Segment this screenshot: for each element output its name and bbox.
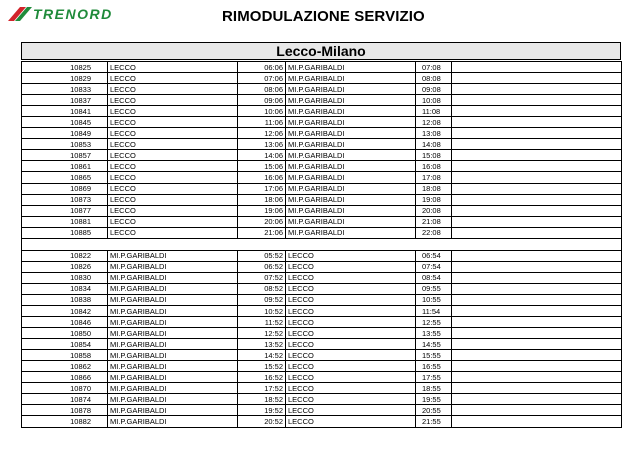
arrival-time-cell: 14:08 (416, 139, 452, 150)
departure-station-cell: LECCO (108, 161, 238, 172)
train-number-cell: 10825 (22, 62, 108, 73)
arrival-station-cell: MI.P.GARIBALDI (286, 117, 416, 128)
arrival-station-cell: MI.P.GARIBALDI (286, 95, 416, 106)
departure-time-cell: 11:06 (238, 117, 286, 128)
train-number-cell: 10846 (22, 317, 108, 328)
arrival-station-cell: LECCO (286, 272, 416, 283)
arrival-time-cell: 06:54 (416, 250, 452, 261)
arrival-time-cell: 19:55 (416, 394, 452, 405)
arrival-station-cell: LECCO (286, 339, 416, 350)
departure-time-cell: 12:06 (238, 128, 286, 139)
arrival-time-cell: 18:55 (416, 383, 452, 394)
arrival-time-cell: 16:08 (416, 161, 452, 172)
arrival-time-cell: 10:55 (416, 294, 452, 305)
arrival-station-cell: LECCO (286, 361, 416, 372)
document-title: RIMODULAZIONE SERVIZIO (222, 8, 425, 25)
empty-cell (452, 383, 622, 394)
departure-time-cell: 07:06 (238, 73, 286, 84)
arrival-time-cell: 20:55 (416, 405, 452, 416)
train-number-cell: 10842 (22, 305, 108, 316)
arrival-station-cell: MI.P.GARIBALDI (286, 205, 416, 216)
table-row (22, 150, 622, 161)
departure-time-cell: 09:06 (238, 95, 286, 106)
arrival-station-cell: LECCO (286, 250, 416, 261)
departure-station-cell: MI.P.GARIBALDI (108, 339, 238, 350)
empty-cell (452, 305, 622, 316)
arrival-station-cell: MI.P.GARIBALDI (286, 172, 416, 183)
table-row (22, 394, 622, 405)
arrival-station-cell: LECCO (286, 350, 416, 361)
arrival-station-cell: MI.P.GARIBALDI (286, 161, 416, 172)
train-number-cell: 10849 (22, 128, 108, 139)
table-row (22, 205, 622, 216)
train-number-cell: 10826 (22, 261, 108, 272)
departure-station-cell: LECCO (108, 139, 238, 150)
train-number-cell: 10877 (22, 205, 108, 216)
empty-cell (452, 372, 622, 383)
empty-cell (452, 350, 622, 361)
departure-time-cell: 17:52 (238, 383, 286, 394)
departure-station-cell: LECCO (108, 84, 238, 95)
departure-station-cell: MI.P.GARIBALDI (108, 250, 238, 261)
table-row (22, 272, 622, 283)
train-number-cell: 10838 (22, 294, 108, 305)
empty-cell (452, 294, 622, 305)
arrival-time-cell: 07:08 (416, 62, 452, 73)
arrival-time-cell: 08:54 (416, 272, 452, 283)
arrival-time-cell: 18:08 (416, 183, 452, 194)
table-row (22, 84, 622, 95)
empty-cell (452, 317, 622, 328)
timetable-milano-lecco (22, 250, 622, 427)
empty-cell (452, 95, 622, 106)
trenord-logo (6, 3, 124, 25)
train-number-cell: 10834 (22, 283, 108, 294)
departure-station-cell: MI.P.GARIBALDI (108, 261, 238, 272)
train-number-cell: 10830 (22, 272, 108, 283)
arrival-station-cell: LECCO (286, 383, 416, 394)
table-row (22, 95, 622, 106)
arrival-station-cell: MI.P.GARIBALDI (286, 128, 416, 139)
spacer-row (22, 238, 622, 250)
empty-cell (452, 361, 622, 372)
table-row (22, 106, 622, 117)
arrival-station-cell: LECCO (286, 305, 416, 316)
arrival-time-cell: 20:08 (416, 205, 452, 216)
empty-cell (452, 161, 622, 172)
arrival-station-cell: LECCO (286, 261, 416, 272)
arrival-station-cell: MI.P.GARIBALDI (286, 62, 416, 73)
empty-cell (452, 150, 622, 161)
empty-cell (452, 183, 622, 194)
departure-station-cell: MI.P.GARIBALDI (108, 350, 238, 361)
train-number-cell: 10857 (22, 150, 108, 161)
departure-time-cell: 06:52 (238, 261, 286, 272)
empty-cell (452, 73, 622, 84)
table-row (22, 139, 622, 150)
departure-station-cell: MI.P.GARIBALDI (108, 305, 238, 316)
table-row (22, 73, 622, 84)
arrival-station-cell: MI.P.GARIBALDI (286, 183, 416, 194)
departure-station-cell: LECCO (108, 117, 238, 128)
arrival-time-cell: 13:55 (416, 328, 452, 339)
arrival-time-cell: 14:55 (416, 339, 452, 350)
table-row (22, 194, 622, 205)
departure-time-cell: 20:06 (238, 216, 286, 227)
departure-time-cell: 08:06 (238, 84, 286, 95)
arrival-time-cell: 17:55 (416, 372, 452, 383)
empty-cell (452, 117, 622, 128)
empty-cell (452, 261, 622, 272)
departure-station-cell: LECCO (108, 183, 238, 194)
train-number-cell: 10873 (22, 194, 108, 205)
train-number-cell: 10854 (22, 339, 108, 350)
route-title: Lecco-Milano (276, 43, 366, 59)
arrival-station-cell: LECCO (286, 317, 416, 328)
train-number-cell: 10870 (22, 383, 108, 394)
arrival-station-cell: MI.P.GARIBALDI (286, 216, 416, 227)
departure-time-cell: 18:52 (238, 394, 286, 405)
departure-station-cell: MI.P.GARIBALDI (108, 394, 238, 405)
table-row (22, 161, 622, 172)
arrival-station-cell: LECCO (286, 394, 416, 405)
empty-cell (452, 272, 622, 283)
empty-cell (452, 139, 622, 150)
departure-station-cell: LECCO (108, 128, 238, 139)
arrival-station-cell: LECCO (286, 294, 416, 305)
departure-time-cell: 14:52 (238, 350, 286, 361)
empty-cell (452, 394, 622, 405)
departure-station-cell: MI.P.GARIBALDI (108, 272, 238, 283)
table-row (22, 416, 622, 427)
arrival-station-cell: LECCO (286, 405, 416, 416)
arrival-station-cell: MI.P.GARIBALDI (286, 106, 416, 117)
departure-time-cell: 16:52 (238, 372, 286, 383)
departure-time-cell: 18:06 (238, 194, 286, 205)
table-row (22, 305, 622, 316)
timetable (21, 61, 622, 428)
train-number-cell: 10837 (22, 95, 108, 106)
departure-time-cell: 15:06 (238, 161, 286, 172)
departure-station-cell: MI.P.GARIBALDI (108, 372, 238, 383)
table-row (22, 339, 622, 350)
empty-cell (452, 62, 622, 73)
departure-station-cell: LECCO (108, 227, 238, 238)
departure-time-cell: 05:52 (238, 250, 286, 261)
arrival-station-cell: MI.P.GARIBALDI (286, 194, 416, 205)
empty-cell (452, 416, 622, 427)
arrival-time-cell: 10:08 (416, 95, 452, 106)
arrival-time-cell: 21:08 (416, 216, 452, 227)
table-row (22, 172, 622, 183)
train-number-cell: 10845 (22, 117, 108, 128)
train-number-cell: 10878 (22, 405, 108, 416)
train-number-cell: 10882 (22, 416, 108, 427)
departure-station-cell: MI.P.GARIBALDI (108, 283, 238, 294)
departure-station-cell: MI.P.GARIBALDI (108, 383, 238, 394)
table-row (22, 361, 622, 372)
departure-time-cell: 10:06 (238, 106, 286, 117)
departure-time-cell: 15:52 (238, 361, 286, 372)
arrival-time-cell: 16:55 (416, 361, 452, 372)
departure-station-cell: MI.P.GARIBALDI (108, 405, 238, 416)
arrival-time-cell: 08:08 (416, 73, 452, 84)
table-row (22, 283, 622, 294)
table-row (22, 183, 622, 194)
departure-time-cell: 17:06 (238, 183, 286, 194)
departure-time-cell: 13:06 (238, 139, 286, 150)
train-number-cell: 10858 (22, 350, 108, 361)
arrival-station-cell: MI.P.GARIBALDI (286, 84, 416, 95)
table-row (22, 294, 622, 305)
departure-station-cell: MI.P.GARIBALDI (108, 328, 238, 339)
empty-cell (452, 283, 622, 294)
train-number-cell: 10885 (22, 227, 108, 238)
empty-cell (452, 339, 622, 350)
departure-time-cell: 21:06 (238, 227, 286, 238)
departure-station-cell: LECCO (108, 106, 238, 117)
arrival-station-cell: MI.P.GARIBALDI (286, 150, 416, 161)
train-number-cell: 10866 (22, 372, 108, 383)
empty-cell (452, 194, 622, 205)
arrival-time-cell: 17:08 (416, 172, 452, 183)
departure-station-cell: LECCO (108, 194, 238, 205)
empty-cell (452, 205, 622, 216)
arrival-time-cell: 09:08 (416, 84, 452, 95)
arrival-station-cell: MI.P.GARIBALDI (286, 227, 416, 238)
train-number-cell: 10822 (22, 250, 108, 261)
table-row (22, 117, 622, 128)
route-header (21, 42, 621, 60)
train-number-cell: 10833 (22, 84, 108, 95)
arrival-time-cell: 09:55 (416, 283, 452, 294)
empty-cell (452, 216, 622, 227)
empty-cell (452, 405, 622, 416)
arrival-station-cell: MI.P.GARIBALDI (286, 139, 416, 150)
page-header (0, 0, 640, 40)
departure-time-cell: 14:06 (238, 150, 286, 161)
departure-station-cell: MI.P.GARIBALDI (108, 361, 238, 372)
departure-station-cell: LECCO (108, 95, 238, 106)
empty-cell (452, 227, 622, 238)
table-row (22, 350, 622, 361)
table-row (22, 405, 622, 416)
table-row (22, 216, 622, 227)
arrival-time-cell: 15:55 (416, 350, 452, 361)
departure-station-cell: MI.P.GARIBALDI (108, 416, 238, 427)
empty-cell (452, 250, 622, 261)
table-row (22, 372, 622, 383)
empty-cell (452, 128, 622, 139)
arrival-time-cell: 15:08 (416, 150, 452, 161)
table-row (22, 128, 622, 139)
train-number-cell: 10862 (22, 361, 108, 372)
table-row (22, 383, 622, 394)
arrival-time-cell: 11:54 (416, 305, 452, 316)
departure-station-cell: MI.P.GARIBALDI (108, 294, 238, 305)
table-row (22, 62, 622, 73)
arrival-time-cell: 13:08 (416, 128, 452, 139)
departure-time-cell: 08:52 (238, 283, 286, 294)
arrival-station-cell: MI.P.GARIBALDI (286, 73, 416, 84)
train-number-cell: 10850 (22, 328, 108, 339)
arrival-station-cell: LECCO (286, 328, 416, 339)
empty-cell (452, 84, 622, 95)
table-row (22, 328, 622, 339)
timetable-lecco-milano (22, 62, 622, 239)
arrival-time-cell: 19:08 (416, 194, 452, 205)
arrival-time-cell: 11:08 (416, 106, 452, 117)
departure-station-cell: LECCO (108, 150, 238, 161)
timetable-spacer (22, 238, 622, 250)
arrival-station-cell: LECCO (286, 372, 416, 383)
departure-station-cell: MI.P.GARIBALDI (108, 317, 238, 328)
arrival-time-cell: 12:08 (416, 117, 452, 128)
departure-time-cell: 10:52 (238, 305, 286, 316)
train-number-cell: 10881 (22, 216, 108, 227)
train-number-cell: 10861 (22, 161, 108, 172)
arrival-time-cell: 21:55 (416, 416, 452, 427)
table-row (22, 317, 622, 328)
empty-cell (452, 328, 622, 339)
departure-time-cell: 19:06 (238, 205, 286, 216)
departure-time-cell: 11:52 (238, 317, 286, 328)
arrival-time-cell: 12:55 (416, 317, 452, 328)
train-number-cell: 10853 (22, 139, 108, 150)
train-number-cell: 10829 (22, 73, 108, 84)
train-number-cell: 10869 (22, 183, 108, 194)
empty-cell (452, 172, 622, 183)
arrival-station-cell: LECCO (286, 416, 416, 427)
departure-time-cell: 07:52 (238, 272, 286, 283)
departure-station-cell: LECCO (108, 216, 238, 227)
departure-time-cell: 12:52 (238, 328, 286, 339)
departure-station-cell: LECCO (108, 172, 238, 183)
departure-time-cell: 09:52 (238, 294, 286, 305)
departure-time-cell: 19:52 (238, 405, 286, 416)
table-row (22, 250, 622, 261)
departure-time-cell: 13:52 (238, 339, 286, 350)
departure-time-cell: 16:06 (238, 172, 286, 183)
departure-time-cell: 06:06 (238, 62, 286, 73)
departure-station-cell: LECCO (108, 62, 238, 73)
table-row (22, 227, 622, 238)
train-number-cell: 10865 (22, 172, 108, 183)
departure-time-cell: 20:52 (238, 416, 286, 427)
departure-station-cell: LECCO (108, 73, 238, 84)
arrival-time-cell: 22:08 (416, 227, 452, 238)
departure-station-cell: LECCO (108, 205, 238, 216)
empty-cell (452, 106, 622, 117)
arrival-station-cell: LECCO (286, 283, 416, 294)
train-number-cell: 10874 (22, 394, 108, 405)
arrival-time-cell: 07:54 (416, 261, 452, 272)
table-row (22, 261, 622, 272)
svg-text:TRENORD: TRENORD (33, 6, 113, 22)
train-number-cell: 10841 (22, 106, 108, 117)
